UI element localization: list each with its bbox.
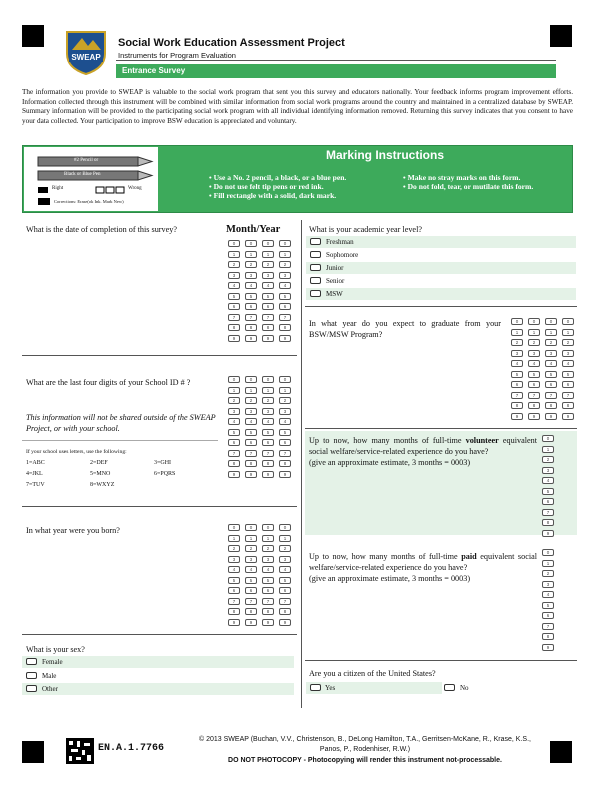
digit-bubble[interactable]: 6 bbox=[545, 381, 557, 388]
option-no[interactable] bbox=[442, 682, 502, 694]
digit-bubble[interactable]: 3 bbox=[262, 556, 274, 563]
option-label: Female bbox=[42, 658, 63, 666]
option-label: Junior bbox=[326, 264, 344, 272]
academic-level-question: What is your academic year level? bbox=[309, 225, 422, 234]
digit-bubble[interactable]: 8 bbox=[245, 608, 257, 615]
digit-bubble[interactable]: 1 bbox=[228, 387, 240, 394]
digit-bubble[interactable]: 4 bbox=[228, 418, 240, 425]
digit-bubble[interactable]: 0 bbox=[542, 549, 554, 556]
digit-bubble[interactable]: 5 bbox=[262, 293, 274, 300]
digit-bubble[interactable]: 7 bbox=[562, 392, 574, 399]
option-checkbox[interactable] bbox=[26, 672, 37, 679]
digit-bubble[interactable]: 8 bbox=[228, 608, 240, 615]
section-rule bbox=[22, 634, 297, 635]
digit-bubble[interactable]: 4 bbox=[228, 566, 240, 573]
digit-bubble[interactable]: 1 bbox=[279, 251, 291, 258]
digit-bubble[interactable]: 5 bbox=[228, 577, 240, 584]
copyright: © 2013 SWEAP (Buchan, V.V., Christenson, B., DeLong Hamilton, T.A., Gerritsen-McKane, R., Krase, K.S., Panos, P., Rodenhiser, R.W.) bbox=[199, 736, 531, 753]
digit-bubble[interactable]: 8 bbox=[245, 460, 257, 467]
digit-bubble[interactable]: 1 bbox=[528, 329, 540, 336]
digit-bubble[interactable]: 4 bbox=[545, 360, 557, 367]
digit-bubble[interactable]: 3 bbox=[228, 272, 240, 279]
digit-bubble[interactable]: 5 bbox=[545, 371, 557, 378]
digit-bubble[interactable]: 6 bbox=[245, 303, 257, 310]
digit-bubble[interactable]: 0 bbox=[279, 376, 291, 383]
letter-code: 3=GHI bbox=[154, 460, 172, 466]
section-rule bbox=[22, 506, 297, 507]
digit-bubble[interactable]: 2 bbox=[245, 397, 257, 404]
digit-bubble[interactable]: 9 bbox=[262, 335, 274, 342]
digit-bubble[interactable]: 2 bbox=[279, 545, 291, 552]
digit-bubble[interactable]: 8 bbox=[542, 633, 554, 640]
digit-bubble[interactable]: 0 bbox=[511, 318, 523, 325]
digit-bubble[interactable]: 6 bbox=[228, 439, 240, 446]
digit-bubble[interactable]: 3 bbox=[228, 408, 240, 415]
option-checkbox[interactable] bbox=[310, 684, 321, 691]
digit-bubble[interactable]: 1 bbox=[245, 251, 257, 258]
section-rule bbox=[305, 428, 577, 429]
digit-bubble[interactable]: 6 bbox=[542, 498, 554, 505]
option-label: Male bbox=[42, 672, 57, 680]
paid-question: Up to now, how many months of full-time paid equivalent social welfare/service-related experience do you have? (give an approximate estimate, 3 months = 0003) bbox=[309, 552, 538, 583]
digit-bubble[interactable]: 2 bbox=[528, 339, 540, 346]
digit-bubble[interactable]: 3 bbox=[545, 350, 557, 357]
digit-bubble[interactable]: 0 bbox=[562, 318, 574, 325]
digit-bubble[interactable]: 6 bbox=[511, 381, 523, 388]
digit-bubble[interactable]: 3 bbox=[245, 408, 257, 415]
option-checkbox[interactable] bbox=[444, 684, 455, 691]
citizen-question: Are you a citizen of the United States? bbox=[309, 669, 436, 678]
marking-title: Marking Instructions bbox=[326, 148, 445, 162]
option-label: Yes bbox=[325, 684, 336, 692]
digit-bubble[interactable]: 0 bbox=[262, 376, 274, 383]
option-checkbox[interactable] bbox=[310, 277, 321, 284]
digit-bubble[interactable]: 4 bbox=[562, 360, 574, 367]
marking-sample-box bbox=[24, 147, 158, 211]
digit-bubble[interactable]: 1 bbox=[545, 329, 557, 336]
digit-bubble[interactable]: 1 bbox=[279, 535, 291, 542]
digit-bubble[interactable]: 5 bbox=[528, 371, 540, 378]
option-freshman[interactable] bbox=[306, 236, 576, 248]
digit-bubble[interactable]: 2 bbox=[279, 397, 291, 404]
digit-bubble[interactable]: 5 bbox=[245, 293, 257, 300]
digit-bubble[interactable]: 3 bbox=[279, 408, 291, 415]
digit-bubble[interactable]: 5 bbox=[262, 577, 274, 584]
digit-bubble[interactable]: 9 bbox=[511, 413, 523, 420]
digit-bubble[interactable]: 0 bbox=[228, 524, 240, 531]
project-title: Social Work Education Assessment Project bbox=[118, 37, 345, 49]
digit-bubble[interactable]: 4 bbox=[245, 566, 257, 573]
digit-bubble[interactable]: 6 bbox=[228, 303, 240, 310]
digit-bubble[interactable]: 1 bbox=[511, 329, 523, 336]
school-id-grid bbox=[228, 376, 292, 481]
letter-code: 1=ABC bbox=[26, 460, 45, 466]
digit-bubble[interactable]: 3 bbox=[262, 272, 274, 279]
digit-bubble[interactable]: 7 bbox=[279, 314, 291, 321]
paid-grid bbox=[542, 549, 558, 654]
digit-bubble[interactable]: 7 bbox=[262, 450, 274, 457]
marking-item: • Fill rectangle with a solid, dark mark. bbox=[209, 191, 337, 200]
pen-label: Black or Blue Pen bbox=[64, 172, 101, 177]
digit-bubble[interactable]: 1 bbox=[542, 446, 554, 453]
sex-question: What is your sex? bbox=[26, 645, 85, 654]
option-male[interactable] bbox=[22, 670, 294, 682]
digit-bubble[interactable]: 0 bbox=[262, 240, 274, 247]
note-rule bbox=[22, 440, 218, 441]
digit-bubble[interactable]: 9 bbox=[228, 619, 240, 626]
digit-bubble[interactable]: 5 bbox=[562, 371, 574, 378]
volunteer-question: Up to now, how many months of full-time volunteer equivalent social welfare/service-related experience do you have? (give an approximate estimate, 3 months = 0003) bbox=[309, 436, 538, 467]
digit-bubble[interactable]: 9 bbox=[262, 619, 274, 626]
right-label: Right bbox=[52, 186, 64, 191]
option-checkbox[interactable] bbox=[26, 685, 37, 692]
digit-bubble[interactable]: 8 bbox=[262, 324, 274, 331]
letter-code: 6=PQRS bbox=[154, 471, 176, 477]
registration-mark-bottom-right bbox=[550, 741, 572, 763]
digit-bubble[interactable]: 1 bbox=[542, 560, 554, 567]
school-id-note: This information will not be shared outside of the SWEAP Project, or with your school. bbox=[26, 413, 216, 433]
marking-item: • Do not use felt tip pens or red ink. bbox=[209, 182, 324, 191]
completion-date-question: What is the date of completion of this survey? bbox=[26, 225, 177, 234]
digit-bubble[interactable]: 0 bbox=[542, 435, 554, 442]
digit-bubble[interactable]: 0 bbox=[245, 376, 257, 383]
digit-bubble[interactable]: 1 bbox=[228, 535, 240, 542]
digit-bubble[interactable]: 7 bbox=[511, 392, 523, 399]
digit-bubble[interactable]: 8 bbox=[228, 324, 240, 331]
digit-bubble[interactable]: 6 bbox=[245, 439, 257, 446]
option-yes[interactable] bbox=[306, 682, 450, 694]
option-senior[interactable] bbox=[306, 275, 576, 287]
digit-bubble[interactable]: 7 bbox=[545, 392, 557, 399]
digit-bubble[interactable]: 3 bbox=[562, 350, 574, 357]
digit-bubble[interactable]: 9 bbox=[562, 413, 574, 420]
birth-year-question: In what year were you born? bbox=[26, 526, 120, 535]
digit-bubble[interactable]: 6 bbox=[245, 587, 257, 594]
option-label: Sophomore bbox=[326, 251, 359, 259]
digit-bubble[interactable]: 7 bbox=[245, 450, 257, 457]
volunteer-grid bbox=[542, 435, 558, 540]
digit-bubble[interactable]: 3 bbox=[528, 350, 540, 357]
option-checkbox[interactable] bbox=[310, 264, 321, 271]
digit-bubble[interactable]: 1 bbox=[245, 535, 257, 542]
digit-bubble[interactable]: 3 bbox=[511, 350, 523, 357]
registration-mark-bottom-left bbox=[22, 741, 44, 763]
marking-list-right bbox=[403, 173, 533, 191]
option-checkbox[interactable] bbox=[310, 290, 321, 297]
digit-bubble[interactable]: 8 bbox=[562, 402, 574, 409]
digit-bubble[interactable]: 7 bbox=[245, 314, 257, 321]
digit-bubble[interactable]: 2 bbox=[511, 339, 523, 346]
digit-bubble[interactable]: 1 bbox=[262, 251, 274, 258]
registration-mark-top-left bbox=[22, 25, 44, 47]
digit-bubble[interactable]: 5 bbox=[245, 429, 257, 436]
wrong-label: Wrong bbox=[128, 186, 142, 191]
digit-bubble[interactable]: 9 bbox=[245, 471, 257, 478]
digit-bubble[interactable]: 7 bbox=[228, 314, 240, 321]
digit-bubble[interactable]: 2 bbox=[542, 570, 554, 577]
form-id: EN.A.1.7766 bbox=[98, 743, 165, 754]
digit-bubble[interactable]: 9 bbox=[228, 335, 240, 342]
erase-label: Corrections: Erase(ok Ink. Mark New) bbox=[54, 199, 124, 204]
option-other[interactable] bbox=[22, 683, 294, 695]
digit-bubble[interactable]: 2 bbox=[562, 339, 574, 346]
digit-bubble[interactable]: 0 bbox=[279, 240, 291, 247]
marking-list-left bbox=[209, 173, 346, 200]
digit-bubble[interactable]: 5 bbox=[542, 488, 554, 495]
digit-bubble[interactable]: 4 bbox=[228, 282, 240, 289]
survey-name: Entrance Survey bbox=[122, 66, 186, 75]
digit-bubble[interactable]: 9 bbox=[545, 413, 557, 420]
digit-bubble[interactable]: 8 bbox=[245, 324, 257, 331]
digit-bubble[interactable]: 6 bbox=[279, 439, 291, 446]
option-checkbox[interactable] bbox=[310, 251, 321, 258]
digit-bubble[interactable]: 3 bbox=[279, 556, 291, 563]
option-label: MSW bbox=[326, 290, 343, 298]
digit-bubble[interactable]: 2 bbox=[228, 545, 240, 552]
letter-code: 7=TUV bbox=[26, 482, 45, 488]
digit-bubble[interactable]: 9 bbox=[228, 471, 240, 478]
option-checkbox[interactable] bbox=[310, 238, 321, 245]
digit-bubble[interactable]: 5 bbox=[279, 577, 291, 584]
intro-paragraph: The information you provide to SWEAP is valuable to the social work program that sent you this survey and educators nationally. Your feedback informs program improvement efforts. Information collected through this instrument will be combined with similar information from social work programs around the country and maintained in a centralized database by SWEAP. Summary information will be provided to the participating social work program with all individual identifying information removed. Returning this survey indicates that you consent to have your data collected. Your participation to improve BSW education is appreciated and voluntary. bbox=[22, 88, 573, 125]
digit-bubble[interactable]: 6 bbox=[542, 612, 554, 619]
digit-bubble[interactable]: 7 bbox=[228, 598, 240, 605]
digit-bubble[interactable]: 9 bbox=[279, 619, 291, 626]
digit-bubble[interactable]: 1 bbox=[245, 387, 257, 394]
digit-bubble[interactable]: 8 bbox=[279, 460, 291, 467]
digit-bubble[interactable]: 6 bbox=[528, 381, 540, 388]
digit-bubble[interactable]: 7 bbox=[528, 392, 540, 399]
digit-bubble[interactable]: 6 bbox=[262, 303, 274, 310]
digit-bubble[interactable]: 3 bbox=[279, 272, 291, 279]
option-female[interactable] bbox=[22, 656, 294, 668]
digit-bubble[interactable]: 0 bbox=[245, 524, 257, 531]
grad-year-question: In what year do you expect to graduate from your BSW/MSW Program? bbox=[309, 319, 501, 339]
digit-bubble[interactable]: 9 bbox=[279, 471, 291, 478]
digit-bubble[interactable]: 5 bbox=[279, 429, 291, 436]
digit-bubble[interactable]: 4 bbox=[279, 418, 291, 425]
digit-bubble[interactable]: 2 bbox=[228, 397, 240, 404]
logo-text: SWEAP bbox=[71, 53, 101, 62]
option-checkbox[interactable] bbox=[26, 658, 37, 665]
marking-item: • Do not fold, tear, or mutilate this form. bbox=[403, 182, 534, 191]
digit-bubble[interactable]: 8 bbox=[262, 460, 274, 467]
digit-bubble[interactable]: 7 bbox=[279, 450, 291, 457]
digit-bubble[interactable]: 4 bbox=[511, 360, 523, 367]
digit-bubble[interactable]: 0 bbox=[228, 376, 240, 383]
digit-bubble[interactable]: 5 bbox=[542, 602, 554, 609]
digit-bubble[interactable]: 4 bbox=[262, 282, 274, 289]
digit-bubble[interactable]: 5 bbox=[262, 429, 274, 436]
digit-bubble[interactable]: 8 bbox=[511, 402, 523, 409]
digit-bubble[interactable]: 9 bbox=[245, 619, 257, 626]
marking-instructions-panel bbox=[22, 145, 573, 213]
digit-bubble[interactable]: 2 bbox=[262, 545, 274, 552]
section-rule bbox=[305, 306, 577, 307]
digit-bubble[interactable]: 7 bbox=[228, 450, 240, 457]
option-msw[interactable] bbox=[306, 288, 576, 300]
digit-bubble[interactable]: 2 bbox=[245, 261, 257, 268]
digit-bubble[interactable]: 7 bbox=[542, 509, 554, 516]
digit-bubble[interactable]: 5 bbox=[228, 429, 240, 436]
paid-hint: (give an approximate estimate, 3 months = 0003) bbox=[309, 574, 471, 583]
digit-bubble[interactable]: 6 bbox=[279, 587, 291, 594]
letter-code: 8=WXYZ bbox=[90, 482, 115, 488]
digit-bubble[interactable]: 3 bbox=[262, 408, 274, 415]
digit-bubble[interactable]: 9 bbox=[542, 644, 554, 651]
section-rule bbox=[22, 355, 297, 356]
digit-bubble[interactable]: 2 bbox=[262, 261, 274, 268]
digit-bubble[interactable]: 6 bbox=[279, 303, 291, 310]
birth-year-grid bbox=[228, 524, 292, 629]
digit-bubble[interactable]: 9 bbox=[528, 413, 540, 420]
section-rule bbox=[305, 660, 577, 661]
letter-code: 2=DEF bbox=[90, 460, 108, 466]
completion-date-grid bbox=[228, 240, 292, 345]
digit-bubble[interactable]: 4 bbox=[262, 566, 274, 573]
letter-code: 5=MNO bbox=[90, 471, 111, 477]
digit-bubble[interactable]: 0 bbox=[262, 524, 274, 531]
digit-bubble[interactable]: 3 bbox=[245, 556, 257, 563]
digit-bubble[interactable]: 7 bbox=[279, 598, 291, 605]
digit-bubble[interactable]: 7 bbox=[262, 598, 274, 605]
digit-bubble[interactable]: 0 bbox=[528, 318, 540, 325]
survey-name-bar bbox=[116, 64, 556, 78]
option-label: Other bbox=[42, 685, 58, 693]
digit-bubble[interactable]: 4 bbox=[245, 418, 257, 425]
project-subtitle: Instruments for Program Evaluation bbox=[118, 51, 236, 60]
digit-bubble[interactable]: 1 bbox=[562, 329, 574, 336]
digit-bubble[interactable]: 1 bbox=[279, 387, 291, 394]
photocopy-notice: DO NOT PHOTOCOPY - Photocopying will render this instrument not-processable. bbox=[228, 757, 502, 764]
digit-bubble[interactable]: 0 bbox=[245, 240, 257, 247]
digit-bubble[interactable]: 8 bbox=[228, 460, 240, 467]
option-label: Freshman bbox=[326, 238, 354, 246]
grad-year-grid bbox=[511, 318, 575, 423]
digit-bubble[interactable]: 4 bbox=[542, 591, 554, 598]
digit-bubble[interactable]: 1 bbox=[262, 387, 274, 394]
digit-bubble[interactable]: 1 bbox=[228, 251, 240, 258]
month-year-header: Month/Year bbox=[226, 224, 281, 235]
digit-bubble[interactable]: 2 bbox=[542, 456, 554, 463]
digit-bubble[interactable]: 4 bbox=[245, 282, 257, 289]
option-junior[interactable] bbox=[306, 262, 576, 274]
digit-bubble[interactable]: 3 bbox=[245, 272, 257, 279]
digit-bubble[interactable]: 8 bbox=[262, 608, 274, 615]
digit-bubble[interactable]: 2 bbox=[279, 261, 291, 268]
digit-bubble[interactable]: 6 bbox=[262, 439, 274, 446]
digit-bubble[interactable]: 7 bbox=[262, 314, 274, 321]
digit-bubble[interactable]: 5 bbox=[511, 371, 523, 378]
column-divider bbox=[301, 220, 302, 708]
digit-bubble[interactable]: 6 bbox=[262, 587, 274, 594]
digit-bubble[interactable]: 1 bbox=[262, 535, 274, 542]
digit-bubble[interactable]: 2 bbox=[545, 339, 557, 346]
option-label: Senior bbox=[326, 277, 345, 285]
digit-bubble[interactable]: 6 bbox=[562, 381, 574, 388]
digit-bubble[interactable]: 7 bbox=[245, 598, 257, 605]
digit-bubble[interactable]: 8 bbox=[528, 402, 540, 409]
digit-bubble[interactable]: 5 bbox=[279, 293, 291, 300]
letter-code: 4=JKL bbox=[26, 471, 43, 477]
digit-bubble[interactable]: 9 bbox=[245, 335, 257, 342]
digit-bubble[interactable]: 3 bbox=[542, 467, 554, 474]
school-id-question: What are the last four digits of your School ID # ? bbox=[26, 378, 191, 387]
digit-bubble[interactable]: 4 bbox=[528, 360, 540, 367]
option-label: No bbox=[460, 684, 469, 692]
sweap-logo bbox=[63, 28, 109, 76]
digit-bubble[interactable]: 4 bbox=[542, 477, 554, 484]
digit-bubble[interactable]: 8 bbox=[542, 519, 554, 526]
letters-intro: If your school uses letters, use the following: bbox=[26, 449, 127, 455]
marking-item: • Use a No. 2 pencil, a black, or a blue pen. bbox=[209, 173, 347, 182]
digit-bubble[interactable]: 8 bbox=[279, 324, 291, 331]
digit-bubble[interactable]: 9 bbox=[262, 471, 274, 478]
digit-bubble[interactable]: 8 bbox=[279, 608, 291, 615]
digit-bubble[interactable]: 2 bbox=[228, 261, 240, 268]
digit-bubble[interactable]: 3 bbox=[228, 556, 240, 563]
marking-item: • Make no stray marks on this form. bbox=[403, 173, 521, 182]
digit-bubble[interactable]: 0 bbox=[545, 318, 557, 325]
header-rule bbox=[116, 60, 556, 61]
volunteer-hint: (give an approximate estimate, 3 months = 0003) bbox=[309, 458, 471, 467]
digit-bubble[interactable]: 9 bbox=[279, 335, 291, 342]
digit-bubble[interactable]: 2 bbox=[262, 397, 274, 404]
digit-bubble[interactable]: 0 bbox=[228, 240, 240, 247]
digit-bubble[interactable]: 6 bbox=[228, 587, 240, 594]
barcode bbox=[66, 738, 94, 764]
digit-bubble[interactable]: 5 bbox=[245, 577, 257, 584]
pencil-label: #2 Pencil or bbox=[74, 158, 99, 163]
digit-bubble[interactable]: 0 bbox=[279, 524, 291, 531]
digit-bubble[interactable]: 4 bbox=[279, 566, 291, 573]
digit-bubble[interactable]: 8 bbox=[545, 402, 557, 409]
digit-bubble[interactable]: 2 bbox=[245, 545, 257, 552]
digit-bubble[interactable]: 7 bbox=[542, 623, 554, 630]
digit-bubble[interactable]: 3 bbox=[542, 581, 554, 588]
digit-bubble[interactable]: 5 bbox=[228, 293, 240, 300]
registration-mark-top-right bbox=[550, 25, 572, 47]
digit-bubble[interactable]: 9 bbox=[542, 530, 554, 537]
digit-bubble[interactable]: 4 bbox=[262, 418, 274, 425]
option-sophomore[interactable] bbox=[306, 249, 576, 261]
digit-bubble[interactable]: 4 bbox=[279, 282, 291, 289]
